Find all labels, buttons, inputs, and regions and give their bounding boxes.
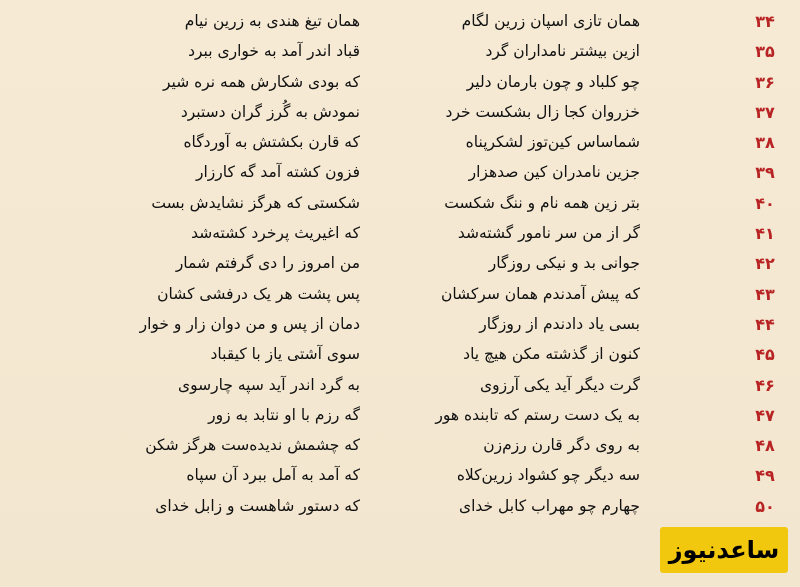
verse-row (0, 129, 800, 159)
verse-row (0, 432, 800, 462)
verse-row (0, 281, 800, 311)
first-hemistich: خزروان کجا زال بشکست خرد (445, 102, 640, 121)
second-hemistich: پس پشت هر یک درفشی کشان (157, 284, 360, 303)
second-hemistich: نمودش به گُرز گران دستبرد (180, 102, 360, 121)
verse-row (0, 462, 800, 492)
second-hemistich: که قارن بکشتش به آوردگاه (183, 133, 360, 152)
second-hemistich: شکستی که هرگز نشایدش بست (151, 193, 360, 212)
verse-row (0, 190, 800, 220)
first-hemistich: به روی دگر قارن رزم‌زن (483, 436, 640, 455)
verse-number: ۴۳ (755, 284, 775, 304)
verse-number: ۴۲ (755, 254, 775, 274)
second-hemistich: من امروز را دی گرفتم شمار (175, 254, 360, 273)
verse-row (0, 38, 800, 68)
verse-number: ۴۱ (755, 224, 775, 244)
verse-row (0, 493, 800, 523)
verse-row (0, 8, 800, 38)
second-hemistich: فزون کشته آمد گه کارزار (195, 163, 360, 182)
verse-number: ۳۴ (755, 12, 775, 31)
verse-number: ۴۰ (755, 193, 775, 213)
second-hemistich: که اغیریث پرخرد کشته‌شد (191, 224, 360, 243)
second-hemistich: به گرد اندر آید سپه چارسوی (178, 375, 360, 394)
verse-number: ۳۹ (755, 163, 775, 183)
first-hemistich: کنون از گذشته مکن هیچ یاد (463, 345, 640, 364)
first-hemistich: گرت دیگر آید یکی آرزوی (479, 375, 640, 394)
second-hemistich: گه رزم با او نتابد به زور (208, 405, 360, 424)
verse-number: ۴۷ (755, 405, 775, 425)
first-hemistich: جوانی بد و نیکی روزگار (488, 254, 640, 273)
verse-row (0, 341, 800, 371)
first-hemistich: به یک دست رستم که تابنده هور (435, 405, 640, 424)
verse-number: ۴۸ (755, 436, 775, 456)
verse-number: ۳۶ (755, 72, 775, 92)
verse-row (0, 402, 800, 432)
verse-number: ۴۶ (755, 375, 775, 395)
second-hemistich: که بودی شکارش همه نره شیر (162, 72, 360, 91)
first-hemistich: که پیش آمدندم همان سرکشان (440, 284, 640, 303)
verse-row (0, 159, 800, 189)
first-hemistich: شماساس کین‌توز لشکرپناه (465, 133, 640, 152)
verse-row (0, 311, 800, 341)
second-hemistich: که دستور شاهست و زابل خدای (155, 496, 360, 515)
verse-row (0, 250, 800, 280)
verse-number: ۵۰ (755, 496, 775, 516)
first-hemistich: جزین نامدران کین صدهزار (468, 163, 640, 182)
verse-number: ۴۹ (755, 466, 775, 486)
second-hemistich: که چشمش ندیده‌ست هرگز شکن (145, 436, 360, 455)
verse-row (0, 69, 800, 99)
first-hemistich: بسی یاد دادندم از روزگار (479, 314, 640, 333)
verse-number: ۴۵ (755, 345, 775, 365)
second-hemistich: سوی آشتی یاز با کیقباد (210, 345, 360, 364)
verse-list (0, 8, 800, 523)
first-hemistich: گر از من سر نامور گشته‌شد (457, 224, 640, 243)
verse-number: ۳۸ (755, 133, 775, 153)
verse-row (0, 99, 800, 129)
first-hemistich: سه دیگر چو کشواد زرین‌کلاه (456, 466, 640, 485)
verse-row (0, 220, 800, 250)
first-hemistich: ازین بیشتر نامداران گرد (485, 42, 640, 61)
verse-number: ۴۴ (755, 314, 775, 334)
second-hemistich: قباد اندر آمد به خواری ببرد (188, 42, 360, 61)
second-hemistich: همان تیغ هندی به زرین نیام (184, 12, 360, 30)
brand-logo: ساعدنیوز (660, 527, 788, 573)
second-hemistich: که آمد به آمل ببرد آن سپاه (186, 466, 360, 485)
verse-row (0, 372, 800, 402)
first-hemistich: بتر زین همه نام و ننگ شکست (444, 193, 640, 212)
second-hemistich: دمان از پس و من دوان زار و خوار (139, 314, 360, 333)
verse-number: ۳۵ (755, 42, 775, 62)
verse-number: ۳۷ (755, 102, 775, 122)
first-hemistich: چو کلباد و چون بارمان دلیر (466, 72, 640, 91)
first-hemistich: همان تازی اسپان زرین لگام (461, 12, 640, 30)
first-hemistich: چهارم چو مهراب کابل خدای (458, 496, 640, 515)
